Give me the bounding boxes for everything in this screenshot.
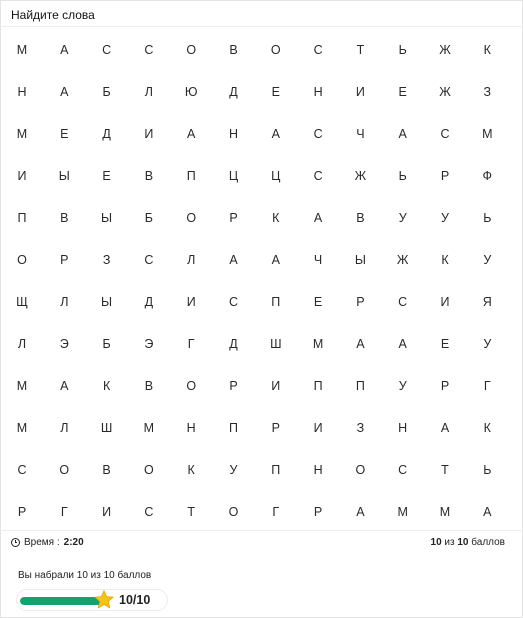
grid-cell[interactable]: А — [271, 253, 280, 267]
grid-cell[interactable]: Д — [229, 85, 238, 99]
grid-cell[interactable]: Р — [356, 295, 365, 309]
grid-cell[interactable]: С — [398, 463, 408, 477]
grid-cell[interactable]: Д — [144, 295, 154, 309]
grid-cell[interactable]: И — [313, 421, 323, 435]
grid-cell[interactable]: Р — [17, 505, 27, 519]
grid-cell[interactable]: Е — [102, 169, 111, 183]
grid-cell[interactable]: Ф — [482, 169, 493, 183]
grid-cell[interactable]: П — [313, 379, 323, 393]
grid-cell[interactable]: П — [355, 379, 365, 393]
timer — [11, 537, 84, 548]
grid-cell[interactable]: Р — [313, 505, 323, 519]
grid-cell[interactable]: К — [483, 421, 491, 435]
divider — [0, 530, 523, 531]
grid-cell[interactable]: Ь — [483, 211, 492, 225]
result-message: Вы набрали 10 из 10 баллов — [18, 570, 152, 581]
grid-cell[interactable]: С — [398, 295, 408, 309]
grid-cell[interactable]: Н — [398, 421, 408, 435]
grid-cell[interactable]: В — [60, 211, 69, 225]
score-of: из — [444, 537, 455, 548]
grid-cell[interactable]: К — [272, 211, 280, 225]
score-total: 10 — [457, 537, 469, 548]
grid-cell[interactable]: О — [270, 43, 281, 57]
grid-cell[interactable]: Р — [440, 169, 450, 183]
grid-cell[interactable]: П — [271, 295, 281, 309]
grid-cell[interactable]: М — [482, 127, 493, 141]
grid-cell[interactable]: О — [59, 463, 70, 477]
grid-cell[interactable]: Е — [440, 337, 450, 351]
grid-cell[interactable]: Н — [17, 85, 27, 99]
grid-cell[interactable]: Г — [187, 337, 195, 351]
grid-cell[interactable]: Ж — [354, 169, 367, 183]
grid-cell[interactable]: Ч — [313, 253, 323, 267]
grid-cell[interactable]: Г — [60, 505, 68, 519]
grid-cell[interactable]: М — [16, 43, 28, 57]
grid-cell[interactable]: Ы — [58, 169, 70, 183]
grid-cell[interactable]: А — [187, 127, 196, 141]
timer-value: 2:20 — [63, 537, 84, 548]
grid-cell[interactable]: У — [483, 337, 492, 351]
grid-cell[interactable]: С — [313, 43, 323, 57]
grid-cell[interactable]: З — [356, 421, 365, 435]
word-search-grid — [0, 27, 523, 529]
grid-cell[interactable]: Ш — [270, 337, 282, 351]
grid-cell[interactable]: И — [102, 505, 112, 519]
grid-cell[interactable]: Ж — [396, 253, 409, 267]
grid-cell[interactable]: Р — [60, 253, 69, 267]
star-icon — [93, 589, 115, 611]
grid-cell[interactable]: Л — [60, 421, 69, 435]
grid-cell[interactable]: У — [398, 211, 407, 225]
grid-cell[interactable]: М — [16, 127, 28, 141]
grid-cell[interactable]: А — [271, 127, 280, 141]
grid-cell[interactable]: И — [186, 295, 196, 309]
grid-cell[interactable]: И — [271, 379, 281, 393]
grid-cell[interactable]: О — [144, 463, 154, 477]
grid-cell[interactable]: Р — [271, 421, 280, 435]
grid-cell[interactable]: М — [312, 337, 324, 351]
grid-cell[interactable]: Б — [102, 85, 111, 99]
grid-cell[interactable]: С — [440, 127, 450, 141]
grid-cell[interactable]: О — [186, 43, 197, 57]
grid-cell[interactable]: А — [229, 253, 238, 267]
page-title: Найдите слова — [11, 8, 95, 22]
grid-cell[interactable]: П — [186, 169, 196, 183]
grid-cell[interactable]: Ь — [483, 463, 492, 477]
grid-cell[interactable]: Р — [229, 379, 238, 393]
grid-cell[interactable]: Ы — [101, 295, 113, 309]
grid-cell[interactable]: И — [440, 295, 450, 309]
grid-cell[interactable]: Б — [102, 337, 111, 351]
grid-cell[interactable]: А — [60, 85, 69, 99]
grid-cell[interactable]: В — [356, 211, 365, 225]
grid-cell[interactable]: А — [356, 505, 365, 519]
grid-cell[interactable]: А — [60, 379, 69, 393]
grid-cell[interactable]: О — [228, 505, 239, 519]
grid-cell[interactable]: С — [144, 505, 154, 519]
grid-cell[interactable]: Н — [313, 85, 323, 99]
grid-cell[interactable]: Ц — [271, 169, 281, 183]
score-unit: баллов — [471, 537, 505, 548]
grid-cell[interactable]: А — [483, 505, 492, 519]
grid-cell[interactable]: В — [144, 379, 154, 393]
grid-cell[interactable]: Э — [144, 337, 154, 351]
grid-cell[interactable]: С — [102, 43, 112, 57]
grid-cell[interactable]: П — [229, 421, 238, 435]
score-progress — [16, 589, 168, 611]
grid-cell[interactable]: Ж — [439, 85, 451, 99]
grid-cell[interactable]: А — [440, 421, 450, 435]
grid-cell[interactable]: О — [355, 463, 366, 477]
grid-cell[interactable]: Т — [356, 43, 365, 57]
grid-cell[interactable]: Л — [17, 337, 27, 351]
grid-cell[interactable]: У — [441, 211, 449, 225]
grid-cell[interactable]: Д — [229, 337, 238, 351]
grid-cell[interactable]: А — [313, 211, 323, 225]
grid-cell[interactable]: А — [356, 337, 365, 351]
grid-cell[interactable]: Ц — [228, 169, 239, 183]
grid-cell[interactable]: Г — [272, 505, 280, 519]
grid-cell[interactable]: П — [17, 211, 27, 225]
grid-cell[interactable]: Р — [440, 379, 450, 393]
grid-cell[interactable]: Е — [398, 85, 407, 99]
grid-cell[interactable]: Н — [186, 421, 196, 435]
grid-cell[interactable]: В — [144, 169, 154, 183]
score-summary — [431, 537, 505, 548]
grid-cell[interactable]: А — [398, 127, 407, 141]
grid-cell[interactable]: Э — [59, 337, 69, 351]
grid-cell[interactable]: Ь — [398, 169, 407, 183]
grid-cell[interactable]: К — [441, 253, 449, 267]
grid-cell[interactable]: Р — [229, 211, 238, 225]
grid-cell[interactable]: Н — [313, 463, 323, 477]
grid-cell[interactable]: А — [398, 337, 407, 351]
grid-cell[interactable]: Ы — [101, 211, 113, 225]
grid-cell[interactable]: Б — [144, 211, 153, 225]
grid-cell[interactable]: К — [187, 463, 195, 477]
grid-cell[interactable]: О — [186, 379, 197, 393]
grid-cell[interactable]: С — [17, 463, 27, 477]
grid-cell[interactable]: С — [144, 43, 154, 57]
grid-cell[interactable]: Д — [102, 127, 111, 141]
grid-cell[interactable]: Н — [228, 127, 239, 141]
grid-cell[interactable]: В — [229, 43, 238, 57]
progress-label: 10/10 — [119, 593, 151, 607]
grid-cell[interactable]: Ю — [184, 85, 198, 99]
clock-icon — [11, 538, 20, 547]
grid-cell[interactable]: К — [102, 379, 111, 393]
grid-cell[interactable]: У — [483, 253, 492, 267]
grid-cell[interactable]: М — [143, 421, 155, 435]
grid-cell[interactable]: Г — [483, 379, 491, 393]
timer-label: Время : — [24, 537, 60, 548]
grid-cell[interactable]: Л — [60, 295, 69, 309]
grid-cell[interactable]: Ы — [354, 253, 366, 267]
grid-cell[interactable]: Е — [60, 127, 69, 141]
grid-cell[interactable]: М — [16, 379, 28, 393]
grid-cell[interactable]: А — [60, 43, 69, 57]
grid-cell[interactable]: И — [17, 169, 27, 183]
grid-cell[interactable]: Л — [144, 85, 153, 99]
grid-cell[interactable]: С — [313, 169, 323, 183]
grid-cell[interactable]: Е — [271, 85, 280, 99]
grid-cell[interactable]: И — [355, 85, 365, 99]
grid-cell[interactable]: Ж — [439, 43, 451, 57]
grid-cell[interactable]: И — [144, 127, 154, 141]
grid-cell[interactable]: Ч — [356, 127, 365, 141]
grid-cell[interactable]: Я — [482, 295, 492, 309]
grid-cell[interactable]: М — [16, 421, 28, 435]
grid-cell[interactable]: У — [229, 463, 238, 477]
grid-cell[interactable]: П — [271, 463, 281, 477]
grid-cell[interactable]: Т — [187, 505, 195, 519]
grid-cell[interactable]: Т — [441, 463, 449, 477]
grid-cell[interactable]: Л — [187, 253, 196, 267]
grid-cell[interactable]: О — [186, 211, 197, 225]
grid-cell[interactable]: Щ — [16, 295, 28, 309]
grid-cell[interactable]: К — [483, 43, 491, 57]
grid-cell[interactable]: З — [483, 85, 492, 99]
grid-cell[interactable]: У — [398, 379, 407, 393]
score-found: 10 — [430, 537, 442, 548]
grid-cell[interactable]: З — [102, 253, 111, 267]
grid-cell[interactable]: С — [228, 295, 239, 309]
grid-cell[interactable]: С — [144, 253, 154, 267]
grid-cell[interactable]: С — [313, 127, 323, 141]
grid-cell[interactable]: В — [102, 463, 111, 477]
grid-cell[interactable]: Ш — [100, 421, 113, 435]
grid-cell[interactable]: М — [397, 505, 408, 519]
grid-cell[interactable]: М — [439, 505, 451, 519]
grid-cell[interactable]: Ь — [398, 43, 407, 57]
grid-cell[interactable]: О — [17, 253, 27, 267]
grid-cell[interactable]: Е — [313, 295, 323, 309]
